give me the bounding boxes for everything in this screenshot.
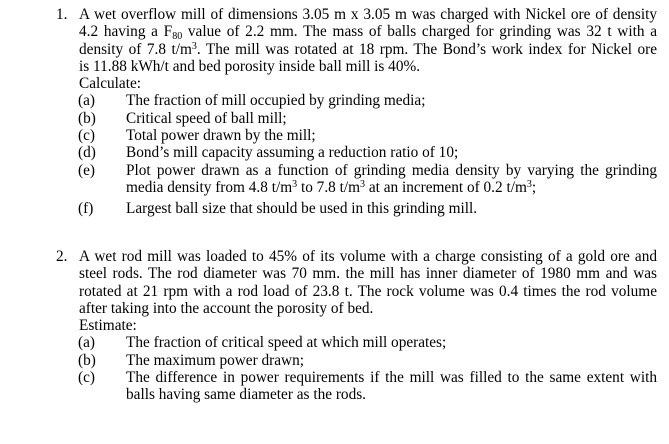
statement-line: A wet rod mill was loaded to 45% of its volume with a charge consisting of a gold ore and <box>79 248 657 265</box>
item-label: (b) <box>78 351 96 369</box>
item-label: (d) <box>78 144 96 162</box>
item-text: The difference in power requirements if the mill was filled to the same extent with balls having same diameter as the rods. <box>126 369 657 404</box>
list-item <box>79 127 657 144</box>
list-item <box>79 200 657 217</box>
item-text: The fraction of critical speed at which mill operates; <box>126 334 447 352</box>
item-text: Total power drawn by the mill; <box>126 127 316 145</box>
item-list <box>79 334 657 403</box>
statement-line: A wet overflow mill of dimensions 3.05 m x 3.05 m was charged with Nickel ore of density <box>79 6 657 23</box>
item-label: (a) <box>78 92 95 110</box>
list-item <box>79 369 657 404</box>
statement-line: steel rods. The rod diameter was 70 mm. the mill has inner diameter of 1980 mm and was <box>79 265 657 283</box>
list-item <box>79 352 657 369</box>
statement-line: rotated at 21 rpm with a rod load of 23.8 t. The rock volume was 0.4 times the rod volume <box>79 282 657 300</box>
list-item <box>79 110 657 127</box>
statement-line: 4.2 having a $F_{80}$ value of 2.2 mm. The mass of balls charged for grinding was 32 t with a <box>79 23 658 43</box>
problem-number: 1. <box>56 6 68 23</box>
instruction-label: Estimate: <box>79 317 137 335</box>
item-text: Bond’s mill capacity assuming a reduction ratio of 10; <box>126 144 459 162</box>
instruction-label: Calculate: <box>79 75 142 93</box>
problem-number: 2. <box>56 248 68 265</box>
list-item <box>79 162 657 197</box>
item-label: (a) <box>78 334 95 352</box>
item-label: (b) <box>78 109 96 127</box>
superscript: 3 <box>191 40 197 52</box>
list-item <box>79 92 657 109</box>
item-text: Largest ball size that should be used in this grinding mill. <box>126 200 478 218</box>
item-label: (c) <box>78 127 95 145</box>
statement-line: is 11.88 kWh/t and bed porosity inside ball mill is 40%. <box>79 57 421 75</box>
problem-body <box>79 248 657 404</box>
item-label: (c) <box>78 369 95 387</box>
item-text: Critical speed of ball mill; <box>126 109 287 127</box>
item-label: (e) <box>78 161 95 179</box>
statement-line: density of 7.8 $t/m^3$. The mill was rotated at 18 rpm. The Bond’s work index for Nickel ore <box>79 40 657 58</box>
problem-statement <box>79 6 657 75</box>
subscript: 80 <box>172 31 183 43</box>
problem-body <box>79 6 657 218</box>
superscript: 3 <box>360 178 366 190</box>
list-item <box>79 144 657 161</box>
item-text: The fraction of mill occupied by grinding media; <box>126 92 426 110</box>
item-text: The maximum power drawn; <box>126 351 304 369</box>
superscript: 3 <box>526 178 532 190</box>
item-label: (f) <box>78 200 94 218</box>
statement-line: after taking into the account the porosity of bed. <box>79 299 374 317</box>
list-item <box>79 334 657 351</box>
superscript: 3 <box>292 178 298 190</box>
item-text: Plot power drawn as a function of grinding media density by varying the grinding media density from 4.8 $t/m^3$ to 7.8 $t/m^3$ at an increment of 0.2 $t/m^3$; <box>126 161 657 196</box>
problem-statement <box>79 248 657 317</box>
item-list <box>79 92 657 217</box>
